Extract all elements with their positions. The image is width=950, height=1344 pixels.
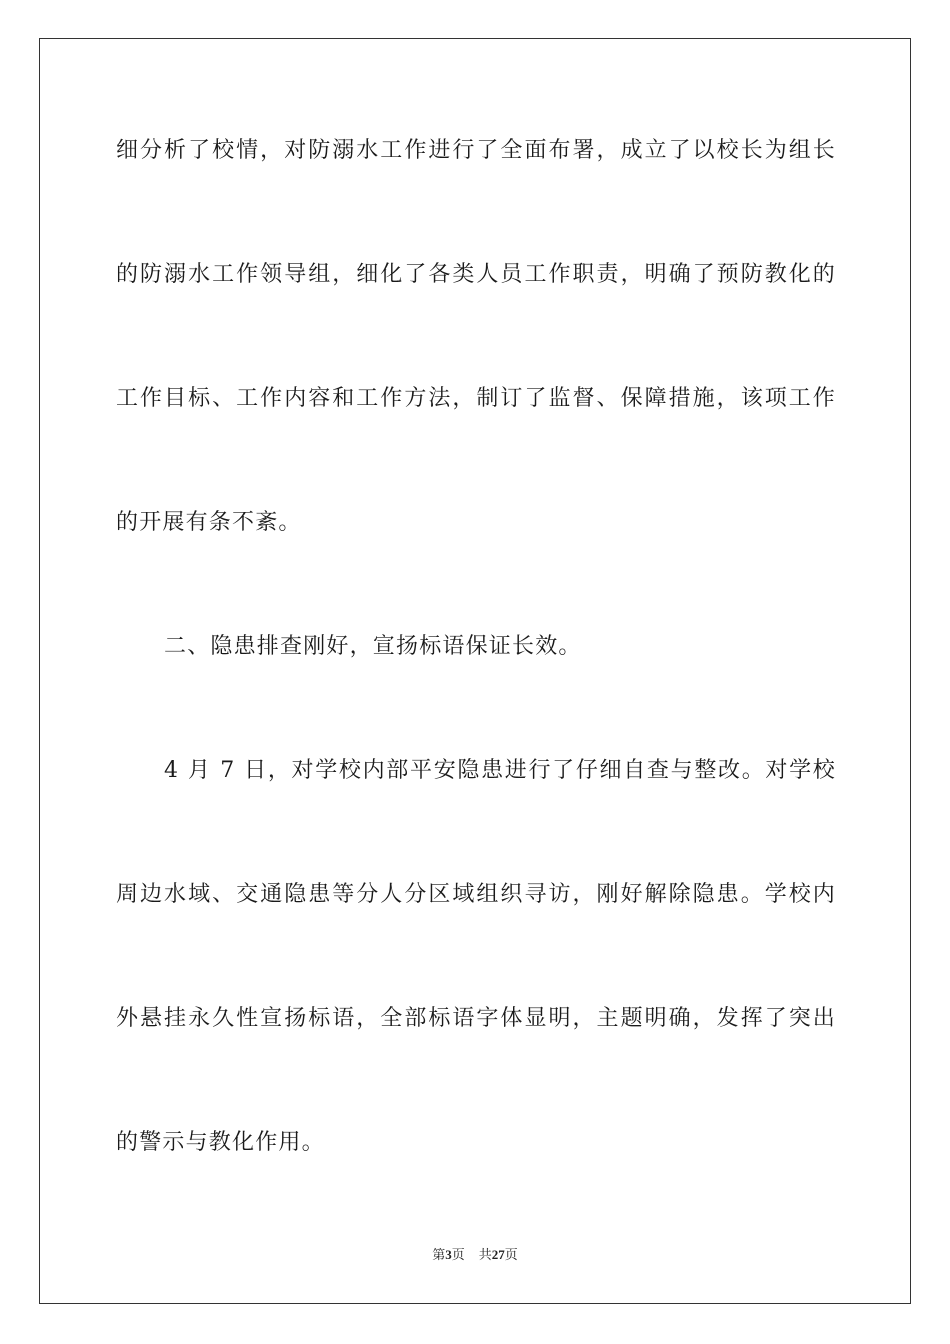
page-prefix: 第 [432,1247,446,1262]
total-pages: 27 [491,1247,505,1262]
body-line-2: 的防溺水工作领导组，细化了各类人员工作职责，明确了预防教化的 [116,262,836,287]
body-line-9: 的警示与教化作用。 [116,1130,325,1155]
body-line-3: 工作目标、工作内容和工作方法，制订了监督、保障措施，该项工作 [116,386,836,411]
page-footer [0,1246,950,1264]
body-line-1: 细分析了校情，对防溺水工作进行了全面布署，成立了以校长为组长 [116,138,836,163]
page-number: 3 [445,1247,452,1262]
page-border [39,38,911,1304]
body-line-4: 的开展有条不紊。 [116,510,302,535]
body-line-6: 4 月 7 日，对学校内部平安隐患进行了仔细自查与整改。对学校 [164,758,836,783]
body-line-8: 外悬挂永久性宣扬标语，全部标语字体显明，主题明确，发挥了突出 [116,1006,836,1031]
page-suffix: 页 [451,1247,465,1262]
section-heading: 二、隐患排查刚好，宣扬标语保证长效。 [164,634,582,659]
total-suffix: 页 [504,1247,518,1262]
total-prefix: 共 [478,1247,492,1262]
body-line-7: 周边水域、交通隐患等分人分区域组织寻访，刚好解除隐患。学校内 [116,882,836,907]
